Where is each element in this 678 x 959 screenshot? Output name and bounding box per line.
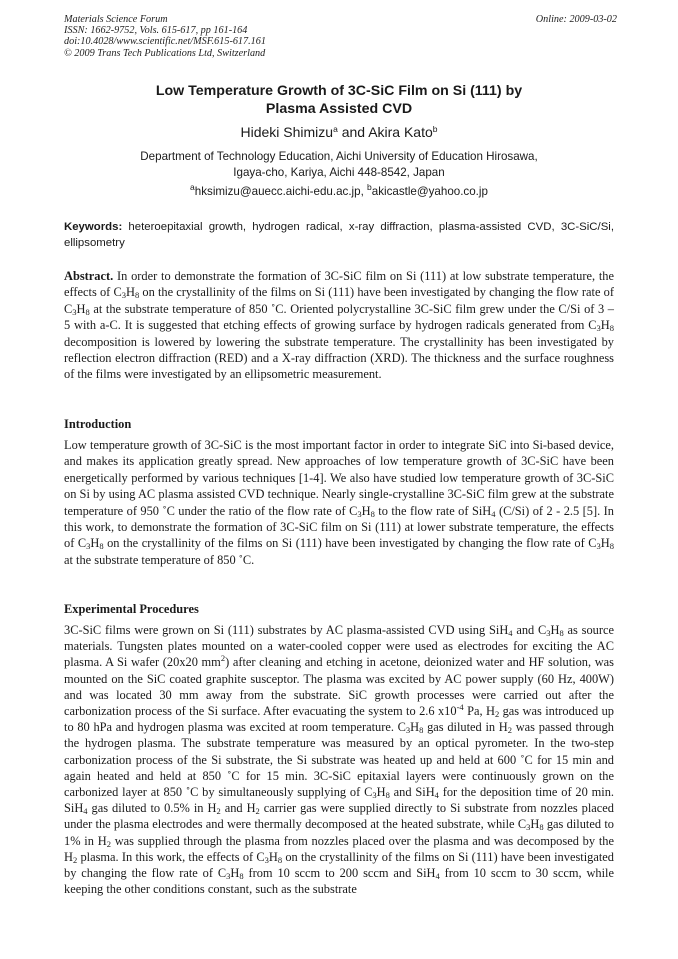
email-b: akicastle@yahoo.co.jp	[371, 185, 488, 198]
experimental-heading: Experimental Procedures	[64, 602, 199, 616]
author-emails	[64, 184, 614, 199]
exp-text: for the deposition time of 20 min. SiH	[64, 785, 614, 816]
subscript: 2	[72, 854, 78, 865]
exp-text: carrier gas were supplied directly to Si substrate from nozzles placed under the plasma electrodes and were thermally decomposed at the heated substrate, while C	[64, 801, 614, 832]
exp-text: 3C-SiC films were grown on Si (111) substrates by AC plasma-assisted CVD using SiH	[64, 623, 509, 637]
subscript: 3	[226, 871, 231, 882]
journal-issn: ISSN: 1662-9752, Vols. 615-617, pp 161-164	[64, 25, 248, 37]
exp-text: H	[230, 866, 240, 881]
subscript: 8	[85, 306, 90, 317]
subscript: 8	[277, 854, 283, 865]
subscript: 2	[255, 806, 260, 817]
abstract-text: H	[126, 285, 135, 300]
abstract-text: H	[600, 318, 610, 333]
journal-name: Materials Science Forum	[64, 14, 168, 25]
journal-copyright: © 2009 Trans Tech Publications Ltd, Switzerland	[64, 47, 266, 59]
exp-text: from 10 sccm to 30 sccm, while keeping the other conditions constant, such as the substrate	[64, 866, 614, 897]
exp-text: Pa, H	[463, 704, 495, 719]
intro-text: at the substrate temperature of 850 ˚C.	[64, 552, 255, 567]
affiliation-line-1: Department of Technology Education, Aichi University of Education Hirosawa,	[140, 150, 538, 163]
exp-text: ) after cleaning and etching in acetone, deionized water and HF solution, was mounted on the SiC coated graphite susceptor. The plasma was excited by AC power supply (60 Hz, 400W) and was located 30 mm away from the substrate. SiC growth processes were carried out after the carbonization process of the Si surface. After evacuating the system to 2.6 x10	[64, 655, 614, 719]
affiliation	[64, 149, 614, 180]
subscript: 3	[72, 306, 77, 317]
experimental-paragraph	[64, 622, 614, 897]
subscript: 8	[370, 508, 375, 519]
subscript: 8	[539, 822, 544, 833]
abstract-text: on the crystallinity of the films on Si (111) have been investigated by changing the flow rate of C	[64, 285, 614, 316]
subscript: 4	[435, 871, 440, 882]
exp-text: H	[268, 849, 278, 864]
subscript: 2	[507, 725, 512, 736]
subscript: 3	[596, 323, 601, 334]
intro-text: Low temperature growth of 3C-SiC is the most important factor in order to integrate SiC into Si-based device, and makes its application greatly spread. New approaches of low temperature growth of 3C-SiC have been energetically performed by various techniques [1-4]. We also have studied low temperature growth of 3C-SiC on Si by using AC plasma assisted CVD technique. Nearly single-crystalline 3C-SiC film grew at the substrate temperature of 950 ˚C under the ratio of the flow rate of C	[64, 438, 614, 518]
subscript: 8	[239, 871, 244, 882]
subscript: 8	[134, 290, 140, 301]
author-list	[64, 123, 614, 141]
subscript: 2	[494, 709, 500, 720]
exp-text: and H	[220, 801, 256, 816]
intro-text: on the crystallinity of the films on Si (111) have been investigated by changing the flow rate of C	[103, 536, 597, 551]
introduction-paragraph	[64, 437, 614, 568]
subscript: 3	[546, 628, 551, 638]
abstract-label: Abstract.	[64, 269, 114, 283]
exp-text: H	[376, 785, 386, 800]
subscript: 3	[357, 508, 362, 519]
intro-text: H	[90, 536, 100, 551]
subscript: 4	[491, 508, 496, 519]
subscript: 4	[434, 790, 439, 801]
journal-doi: doi:10.4028/www.scientific.net/MSF.615-617.161	[64, 36, 266, 48]
intro-text: H	[600, 536, 610, 551]
subscript: 4	[83, 806, 88, 817]
exp-text: on the crystallinity of the films on Si (111) have been investigated by changing the flow rate of C	[64, 849, 614, 881]
exp-text: from 10 sccm to 200 sccm and SiH	[243, 866, 436, 881]
subscript: 8	[385, 790, 390, 801]
exp-text: H	[410, 720, 420, 735]
exp-text: was supplied through the plasma from nozzles placed over the plasma and was decomposed by the H	[64, 833, 614, 864]
email-b-mark: b	[367, 182, 372, 192]
subscript: 3	[372, 790, 377, 801]
keywords-label: Keywords:	[64, 221, 123, 233]
abstract-text: H	[76, 301, 86, 316]
abstract-text: In order to demonstrate the formation of 3C-SiC film on Si (111) at low substrate temperature, the effects of C	[64, 269, 614, 300]
intro-text: H	[361, 503, 371, 518]
exp-text: and C	[512, 623, 547, 637]
exp-text: was passed through the hydrogen plasma. The substrate temperature was measured by an optical pyrometer. In the two-step carbonization process of the Si substrate, the Si substrate was heated up and held at 600 ˚C for 15 min and again heated and held at 850 ˚C for 15 min. 3C-SiC epitaxial layers were continuously grown on the carbonized layer at 850 ˚C by simultaneously supplying of C	[64, 720, 614, 800]
subscript: 8	[559, 628, 564, 638]
intro-text: to the flow rate of SiH	[374, 503, 492, 518]
title-line-2: Plasma Assisted CVD	[265, 101, 413, 117]
subscript: 3	[86, 541, 91, 552]
abstract-paragraph	[64, 268, 614, 383]
subscript: 8	[419, 725, 424, 736]
paper-title	[64, 82, 614, 118]
author-conjunction: and	[337, 124, 369, 140]
superscript: 2	[220, 653, 226, 664]
intro-text: (C/Si) of 2 - 2.5 [5]. In this work, to demonstrate the formation of 3C-SiC film on Si (111) at lower substrate temperature, the effects of C	[64, 503, 614, 551]
exp-text: H	[550, 623, 560, 637]
introduction-heading: Introduction	[64, 417, 132, 431]
exp-text: H	[530, 817, 540, 832]
exp-text: as source materials. Tungsten plates mounted on a water-cooled copper were used as electrodes for exciting the AC plasma. A Si wafer (20x20 mm	[64, 623, 614, 670]
exp-text: and SiH	[389, 785, 435, 800]
author-2-mark: b	[432, 124, 438, 134]
subscript: 8	[609, 541, 614, 552]
exp-text: gas diluted in H	[423, 720, 508, 735]
keywords-text: heteroepitaxial growth, hydrogen radical, x-ray diffraction, plasma-assisted CVD, 3C-SiC/Si, ellipsometry	[64, 221, 614, 249]
subscript: 3	[596, 541, 601, 552]
abstract-text: decomposition is lowered by lowering the substrate temperature. The crystallinity has been investigated by reflection electron diffraction (RED) and a X-ray diffraction (XRD). The thickness and the surface roughness of the films were investigated by an ellipsometric measurement.	[64, 334, 614, 382]
exp-text: gas was introduced up to 80 hPa and hydrogen plasma was excited at room temperature. C	[64, 704, 614, 735]
journal-header	[64, 14, 617, 59]
online-date: Online: 2009-03-02	[535, 14, 617, 25]
exp-text: gas diluted to 0.5% in H	[87, 801, 217, 816]
subscript: 2	[106, 838, 111, 849]
subscript: 3	[264, 854, 269, 865]
subscript: 2	[216, 806, 221, 817]
author-1: Hideki Shimizu	[240, 124, 334, 140]
exp-text: gas diluted to 1% in H	[64, 817, 614, 848]
exp-text: plasma. In this work, the effects of C	[77, 849, 265, 864]
subscript: 8	[609, 323, 614, 334]
subscript: 3	[526, 822, 531, 833]
email-a-mark: a	[190, 182, 195, 192]
email-a: hksimizu@auecc.aichi-edu.ac.jp,	[194, 185, 368, 198]
superscript: -4	[456, 702, 464, 713]
subscript: 3	[121, 290, 126, 301]
subscript: 4	[508, 628, 513, 638]
subscript: 8	[99, 541, 104, 552]
keywords	[64, 220, 614, 251]
author-1-mark: a	[333, 124, 338, 134]
subscript: 3	[405, 725, 411, 736]
abstract-text: at the substrate temperature of 850 ˚C. Oriented polycrystalline 3C-SiC film grew under the C/Si of 3 – 5 with a-C. It is suggested that etching effects of growing surface by hydrogen radicals generated from C	[64, 301, 614, 333]
author-2: Akira Kato	[368, 124, 433, 140]
title-line-1: Low Temperature Growth of 3C-SiC Film on Si (111) by	[155, 83, 523, 99]
affiliation-line-2: Igaya-cho, Kariya, Aichi 448-8542, Japan	[233, 165, 445, 179]
